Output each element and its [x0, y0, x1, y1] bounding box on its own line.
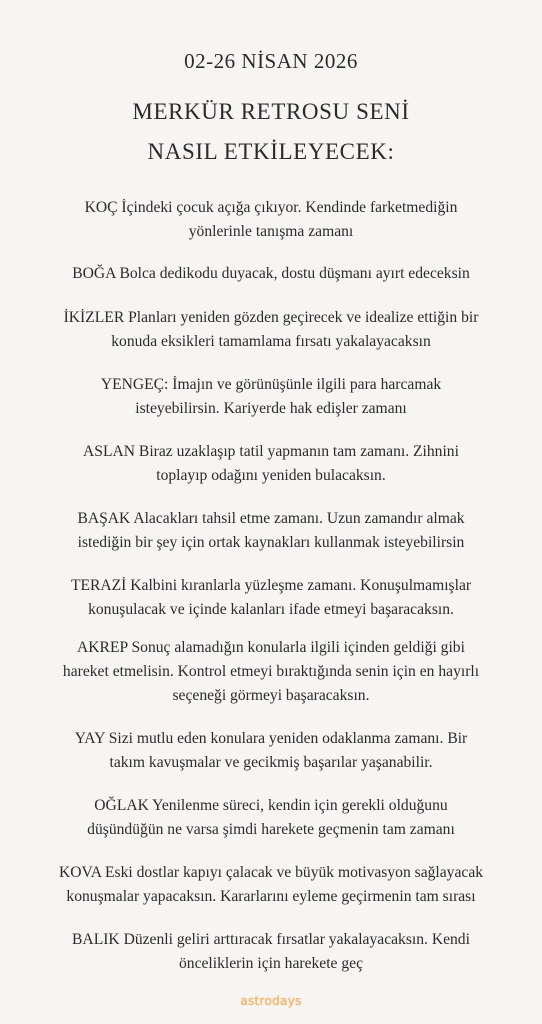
sign-text: konuşmalar yapacaksın. Kararlarını eyleme geçirmenin tam sırası [66, 888, 476, 905]
sign-text: yönlerinle tanışma zamanı [188, 223, 354, 240]
sign-text: OĞLAK Yenilenme süreci, kendin için gerekli olduğunu [94, 797, 448, 814]
sign-text: toplayıp odağını yeniden bulacaksın. [156, 467, 386, 484]
sign-text: konuşulacak ve içinde kalanları ifade etmeyi başaracaksın. [88, 601, 454, 618]
sign-basak [30, 507, 512, 555]
date-heading: 02-26 NİSAN 2026 [184, 49, 358, 73]
sign-text: önceliklerin için harekete geç [179, 955, 363, 972]
sign-boga [30, 262, 512, 286]
sign-text: İKİZLER Planları yeniden gözden geçirecek ve idealize ettiğin bir [63, 309, 479, 326]
sign-text: YAY Sizi mutlu eden konulara yeniden odaklanma zamanı. Bir [74, 730, 468, 747]
sign-text: BALIK Düzenli geliri arttıracak fırsatlar yakalayacaksın. Kendi [72, 931, 470, 948]
watermark: astrodays [240, 994, 302, 1008]
sign-aslan [30, 440, 512, 488]
sign-text: BOĞA Bolca dedikodu duyacak, dostu düşmanı ayırt edeceksin [72, 265, 470, 282]
sign-oglak [30, 794, 512, 842]
page-title [0, 92, 542, 172]
sign-text: BAŞAK Alacakları tahsil etme zamanı. Uzun zamandır almak [77, 510, 465, 527]
sign-text: takım kavuşmalar ve gecikmiş başarılar yaşanabilir. [109, 754, 433, 771]
sign-text: ASLAN Biraz uzaklaşıp tatil yapmanın tam zamanı. Zihnini [83, 443, 459, 460]
sign-koc [30, 196, 512, 244]
sign-text: seçeneği görmeyi başaracaksın. [172, 687, 370, 704]
sign-balik [30, 928, 512, 976]
sign-yengec [30, 373, 512, 421]
sign-text: konuda eksikleri tamamlama fırsatı yakalayacaksın [111, 333, 431, 350]
sign-text: KOVA Eski dostlar kapıyı çalacak ve büyük motivasyon sağlayacak [58, 864, 484, 881]
sign-text: hareket etmelisin. Kontrol etmeyi bıraktığında senin için en hayırlı [62, 663, 480, 680]
sign-ikizler [30, 306, 512, 354]
title-line-1: MERKÜR RETROSU SENİ [132, 99, 410, 124]
sign-kova [30, 861, 512, 909]
sign-text: isteyebilirsin. Kariyerde hak edişler zamanı [135, 400, 407, 417]
sign-terazi [30, 574, 512, 622]
sign-text: TERAZİ Kalbini kıranlarla yüzleşme zamanı. Konuşulmamışlar [70, 577, 472, 594]
sign-text: YENGEÇ: İmajın ve görünüşünle ilgili para harcamak [100, 376, 442, 393]
sign-text: düşündüğün ne varsa şimdi harekete geçmenin tam zamanı [87, 821, 455, 838]
sign-text: istediğin bir şey için ortak kaynakları kullanmak isteyebilirsin [77, 534, 465, 551]
title-line-2: NASIL ETKİLEYECEK: [147, 139, 395, 164]
sign-text: AKREP Sonuç alamadığın konularla ilgili içinden geldiği gibi [77, 639, 465, 656]
sign-yay [30, 727, 512, 775]
sign-akrep [30, 636, 512, 708]
sign-text: KOÇ İçindeki çocuk açığa çıkıyor. Kendinde farketmediğin [84, 199, 458, 216]
